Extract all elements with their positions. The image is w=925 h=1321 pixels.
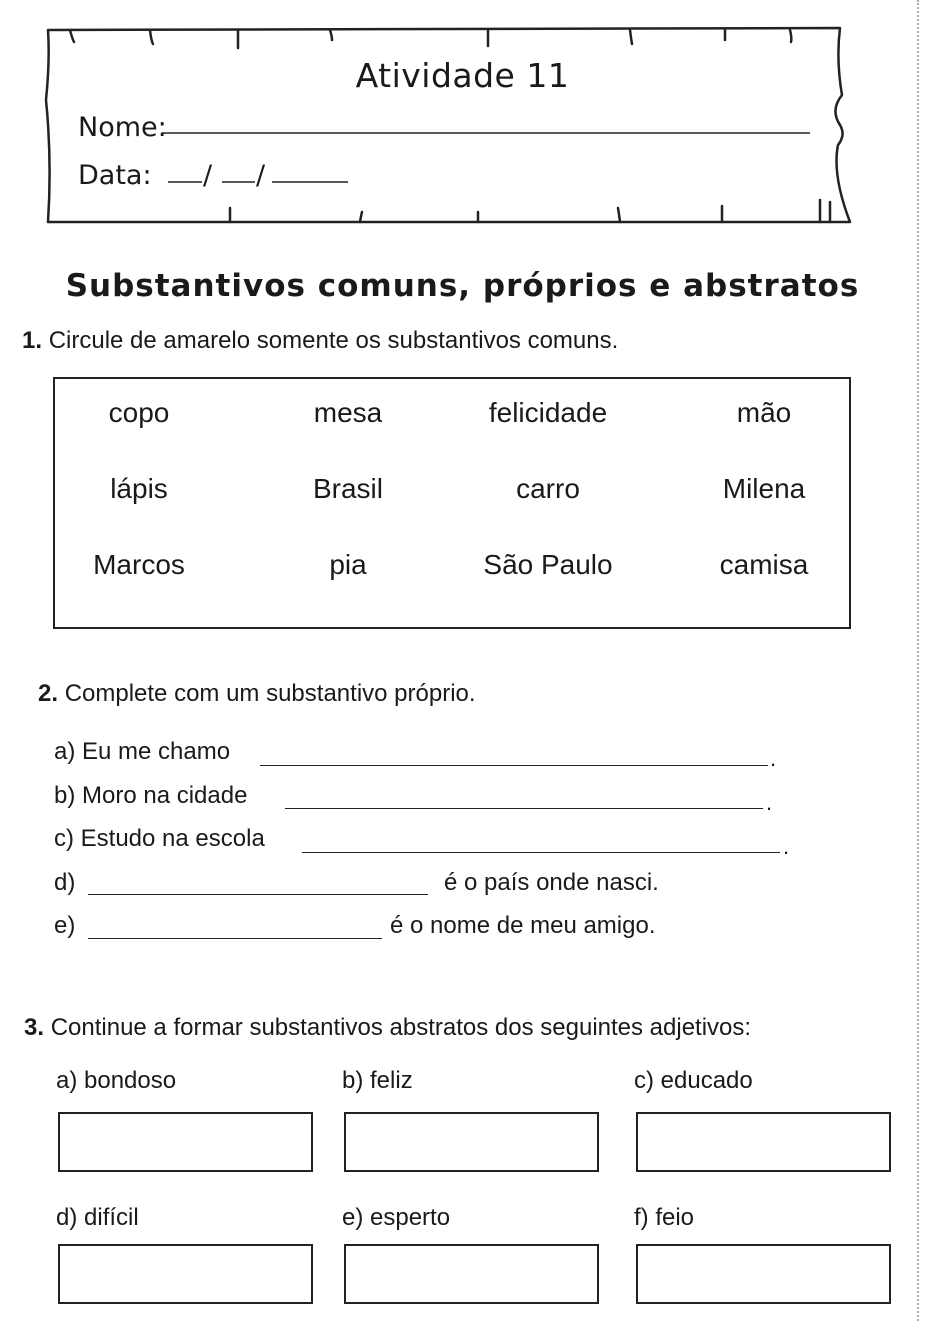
question-1-text: Circule de amarelo somente os substantivos comuns. <box>48 327 619 354</box>
word-pia: pia <box>329 549 367 580</box>
question-1 <box>22 327 618 355</box>
header-top-ticks <box>70 30 791 48</box>
word-mao: mão <box>736 397 792 428</box>
answer-line-2e[interactable] <box>88 938 382 939</box>
word-carro: carro <box>516 473 580 504</box>
adjective-f: f) feio <box>634 1204 695 1231</box>
item-2b-prefix: b) Moro na cidade <box>54 782 248 809</box>
item-2e-suffix: é o nome de meu amigo. <box>390 912 656 939</box>
adjective-c: c) educado <box>634 1067 753 1094</box>
answer-box-f[interactable] <box>636 1244 891 1304</box>
item-2a-prefix: a) Eu me chamo <box>54 738 231 765</box>
word-copo: copo <box>108 397 170 428</box>
question-2 <box>38 680 476 708</box>
item-2c-suffix: . <box>783 834 790 859</box>
date-slash-1: / <box>203 160 213 191</box>
answer-line-2d[interactable] <box>88 894 428 895</box>
item-2c-prefix: c) Estudo na escola <box>54 825 265 852</box>
answer-box-b[interactable] <box>344 1112 599 1172</box>
date-slash-2: / <box>256 160 266 191</box>
question-2-number: 2. <box>38 680 59 707</box>
header-bottom-ticks <box>230 200 830 222</box>
word-camisa: camisa <box>719 549 809 580</box>
answer-box-c[interactable] <box>636 1112 891 1172</box>
item-2e-prefix: e) <box>54 912 76 939</box>
answer-box-a[interactable] <box>58 1112 313 1172</box>
adjective-a: a) bondoso <box>56 1067 177 1094</box>
date-label: Data: <box>78 160 152 191</box>
word-brasil: Brasil <box>312 473 383 504</box>
item-2a-suffix: . <box>770 746 777 771</box>
adjective-b: b) feliz <box>342 1067 413 1094</box>
question-1-number: 1. <box>22 327 43 354</box>
question-3-number: 3. <box>24 1014 45 1041</box>
answer-line-2c[interactable] <box>302 852 780 853</box>
answer-box-e[interactable] <box>344 1244 599 1304</box>
word-mesa: mesa <box>313 397 383 428</box>
word-marcos: Marcos <box>93 549 185 580</box>
word-milena: Milena <box>722 473 806 504</box>
adjective-e: e) esperto <box>342 1204 451 1231</box>
answer-line-2a[interactable] <box>260 765 768 766</box>
word-lapis: lápis <box>110 473 168 504</box>
word-felicidade: felicidade <box>488 397 608 428</box>
activity-title: Atividade 11 <box>355 56 570 95</box>
item-2d-prefix: d) <box>54 869 76 896</box>
word-sao-paulo: São Paulo <box>483 549 613 580</box>
question-3-text: Continue a formar substantivos abstratos dos seguintes adjetivos: <box>50 1014 752 1041</box>
question-3 <box>24 1014 751 1042</box>
section-title: Substantivos comuns, próprios e abstratos <box>65 268 860 304</box>
answer-box-d[interactable] <box>58 1244 313 1304</box>
item-2d-suffix: é o país onde nasci. <box>444 869 659 896</box>
item-2b-suffix: . <box>766 790 773 815</box>
name-label: Nome: <box>78 112 167 143</box>
question-2-text: Complete com um substantivo próprio. <box>64 680 476 707</box>
answer-line-2b[interactable] <box>285 808 763 809</box>
adjective-d: d) difícil <box>56 1204 139 1231</box>
